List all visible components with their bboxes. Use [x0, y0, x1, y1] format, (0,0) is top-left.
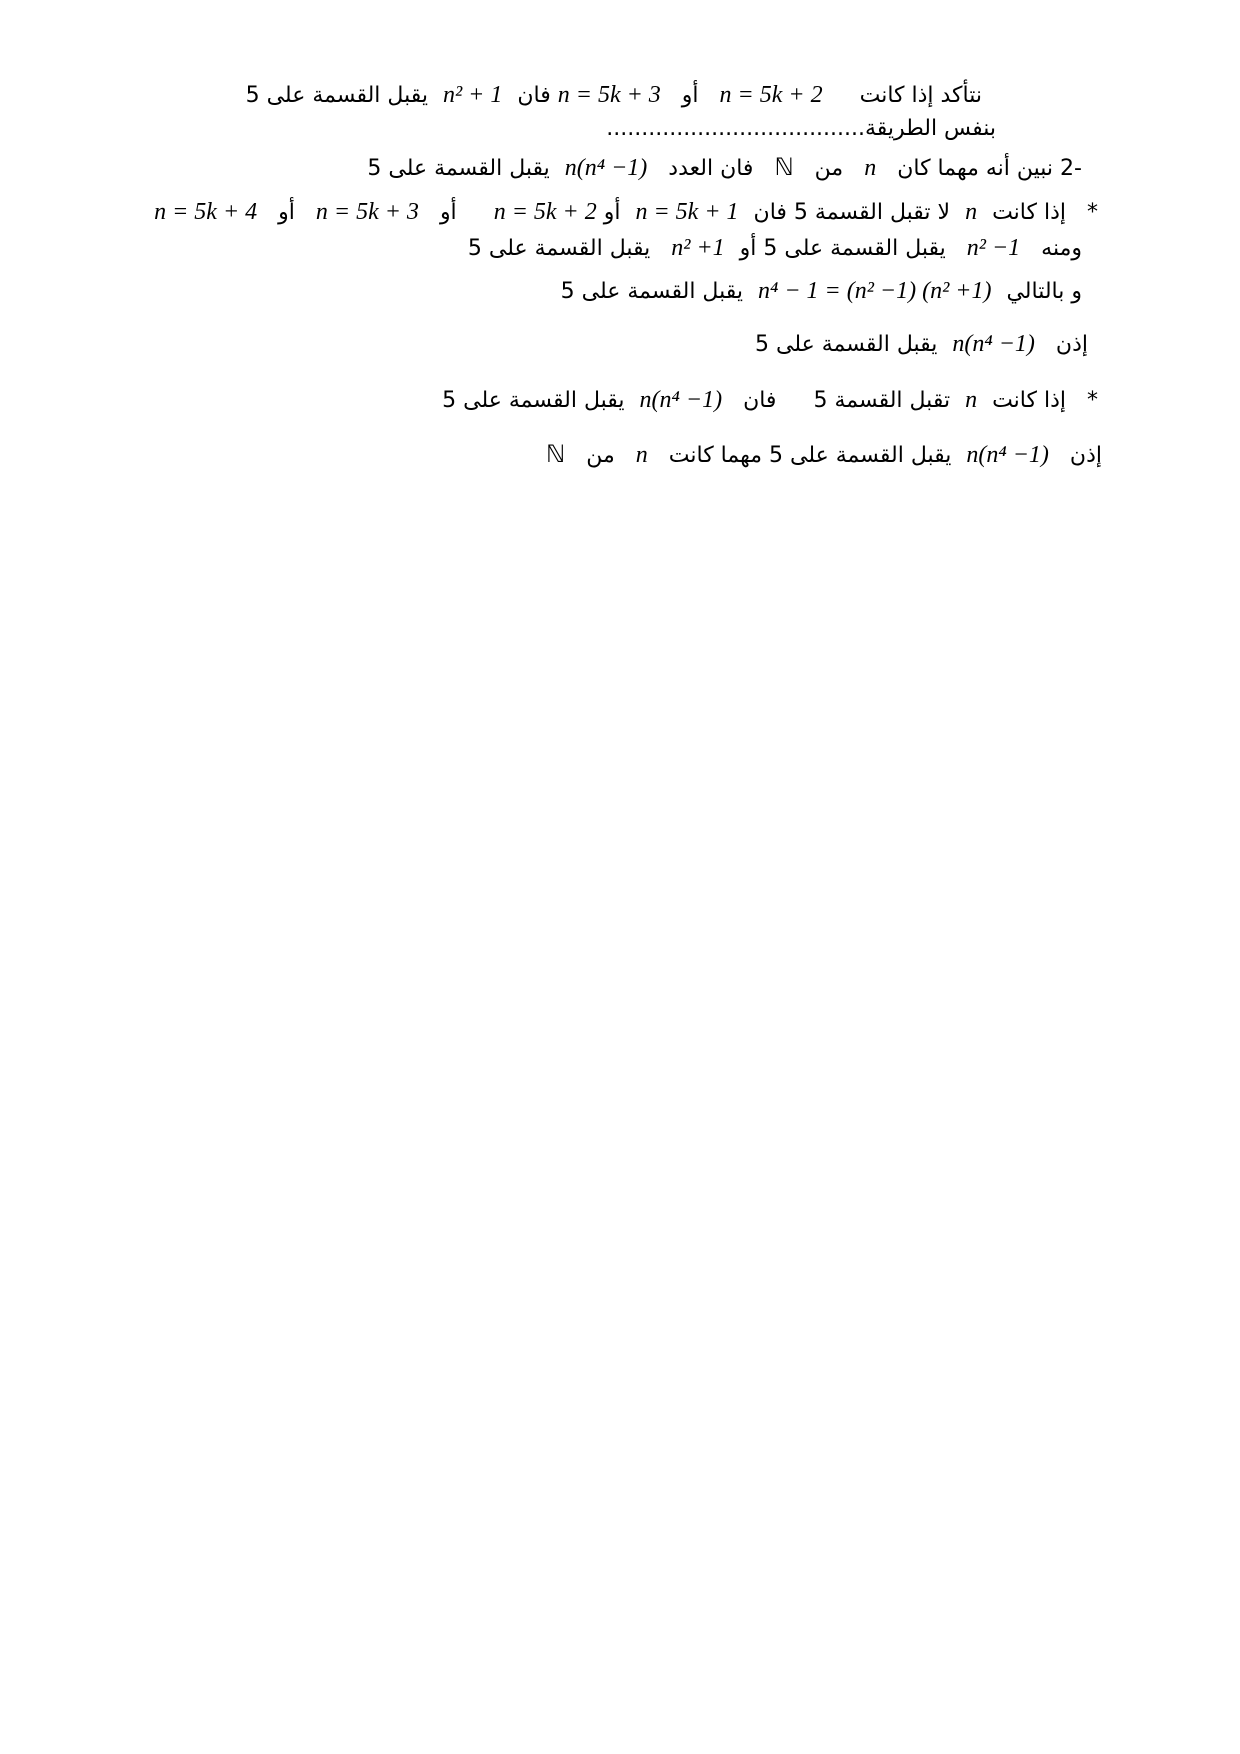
- math-expr: n(n⁴ −1): [639, 387, 723, 413]
- math-expr: n² −1: [966, 235, 1021, 261]
- math-expr: n⁴ − 1 = (n² −1) (n² +1): [757, 278, 992, 304]
- naturals-symbol: ℕ: [546, 442, 566, 468]
- line-7: [755, 329, 1088, 360]
- text: و بالتالي: [1006, 279, 1082, 304]
- math-expr: n: [965, 199, 978, 225]
- text: إذن: [1069, 443, 1102, 468]
- line-4: [154, 197, 1098, 228]
- text: -2 نبين أنه مهما كان: [897, 156, 1082, 181]
- text: أو: [603, 200, 621, 225]
- math-expr: n(n⁴ −1): [952, 331, 1035, 357]
- text: نتأكد إذا كانت: [859, 83, 982, 108]
- line-1: [246, 80, 982, 111]
- text: من: [814, 156, 844, 181]
- math-expr: n: [635, 442, 648, 468]
- line-6: [561, 276, 1082, 307]
- math-expr: n = 5k + 4: [154, 199, 258, 225]
- text: يقبل القسمة على 5: [755, 332, 938, 357]
- text: لا تقبل القسمة 5 فان: [753, 200, 951, 225]
- line-3: [367, 153, 1082, 184]
- math-expr: n: [965, 387, 978, 413]
- line-9: [546, 440, 1102, 471]
- line-8: [442, 385, 1098, 416]
- text: يقبل القسمة على 5: [467, 236, 651, 261]
- text: ومنه: [1041, 236, 1082, 261]
- naturals-symbol: ℕ: [774, 155, 794, 181]
- line-5: [468, 233, 1082, 264]
- text: تقبل القسمة 5: [813, 388, 951, 413]
- math-expr: n = 5k + 2: [719, 82, 823, 108]
- text: يقبل القسمة على 5 مهما كانت: [668, 443, 952, 468]
- text: أو: [439, 200, 457, 225]
- text: أو: [681, 83, 699, 108]
- math-expr: n² +1: [671, 235, 725, 261]
- text: إذا كانت: [992, 388, 1066, 413]
- text: يقبل القسمة على 5: [560, 279, 743, 304]
- text: يقبل القسمة على 5: [367, 156, 550, 181]
- bullet: *: [1087, 388, 1098, 413]
- math-expr: n(n⁴ −1): [966, 442, 1049, 468]
- math-expr: n(n⁴ −1): [564, 155, 648, 181]
- text: إذن: [1055, 332, 1088, 357]
- text: فان: [517, 83, 551, 108]
- math-expr: n = 5k + 3: [557, 82, 661, 108]
- text: يقبل القسمة على 5: [245, 83, 428, 108]
- bullet: *: [1087, 200, 1098, 225]
- text: إذا كانت: [992, 200, 1066, 225]
- math-expr: n: [864, 155, 877, 181]
- text: بنفس الطريقة.....................................: [606, 116, 996, 141]
- math-expr: n = 5k + 3: [315, 199, 419, 225]
- math-expr: n² + 1: [442, 82, 503, 108]
- math-expr: n = 5k + 2: [493, 199, 597, 225]
- text: يقبل القسمة على 5 أو: [739, 236, 946, 261]
- text: فان العدد: [668, 156, 754, 181]
- math-expr: n = 5k + 1: [635, 199, 739, 225]
- line-2: [606, 114, 996, 144]
- text: أو: [278, 200, 295, 225]
- text: يقبل القسمة على 5: [442, 388, 625, 413]
- text: فان: [743, 388, 777, 413]
- text: من: [586, 443, 615, 468]
